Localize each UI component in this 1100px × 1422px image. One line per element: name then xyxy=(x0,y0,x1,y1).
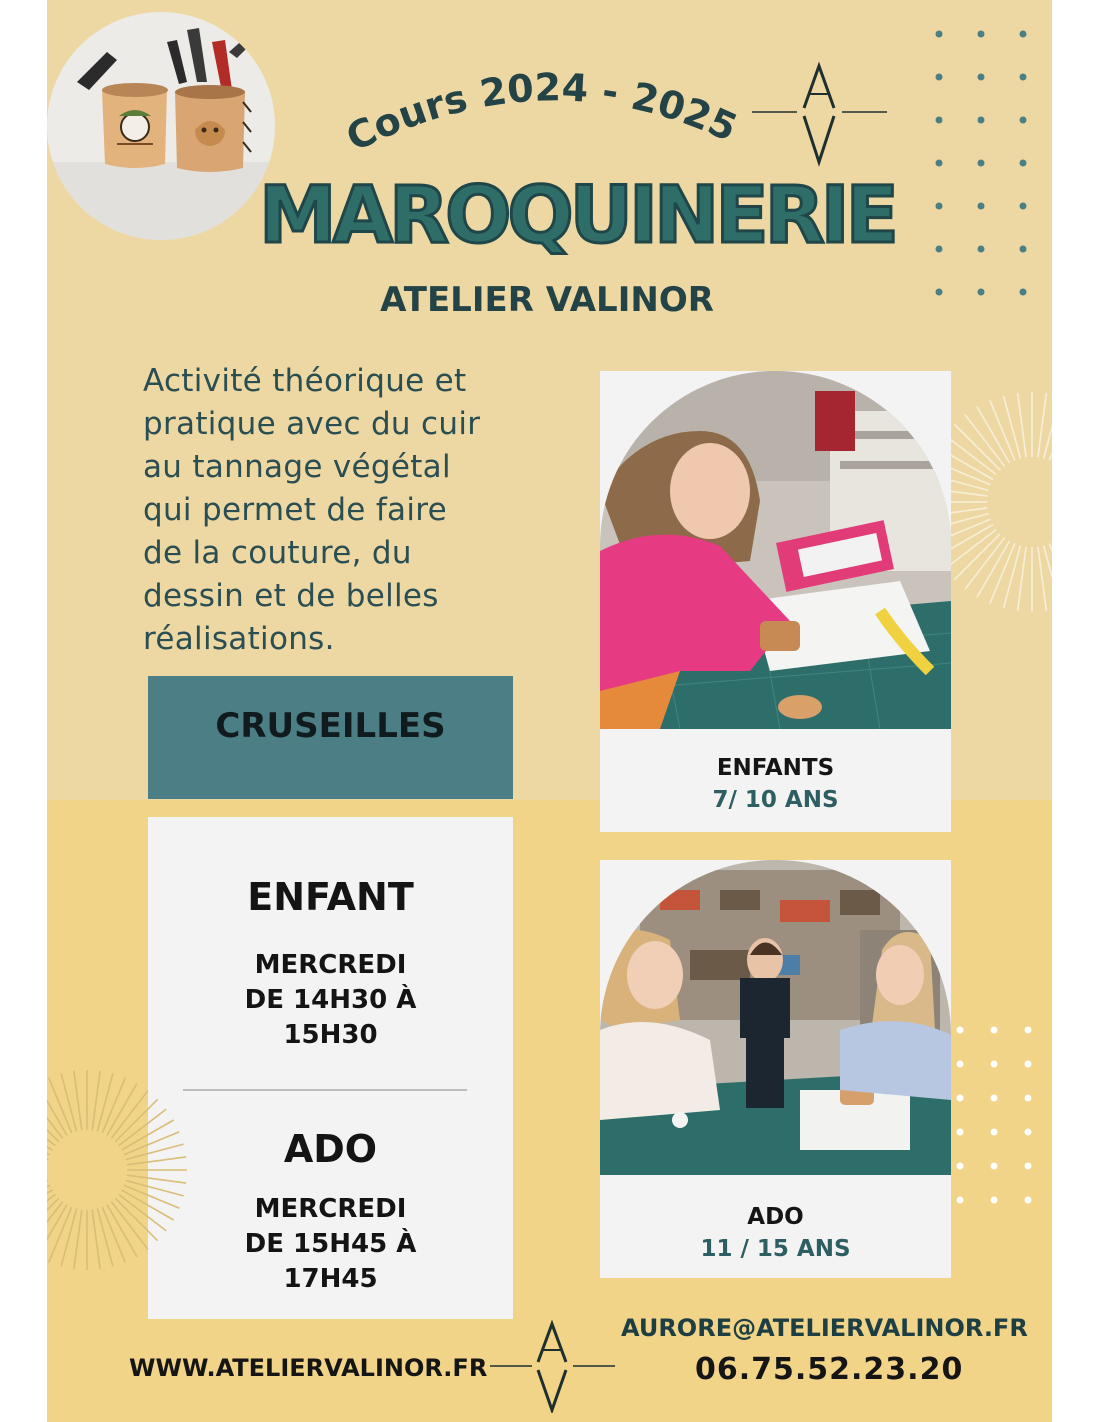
poster xyxy=(47,0,1052,1422)
group-ages-enfants: 7/ 10 ANS xyxy=(712,787,839,813)
description-line: réalisations. xyxy=(143,621,335,657)
group-card-ado xyxy=(600,860,951,1278)
group-label-ado: ADO xyxy=(747,1204,804,1230)
schedule-divider xyxy=(183,1089,467,1091)
description-line: au tannage végétal xyxy=(143,449,451,485)
website-link[interactable]: WWW.ATELIERVALINOR.FR xyxy=(129,1354,488,1382)
monogram-logo-bottom xyxy=(490,1318,615,1413)
location-label: CRUSEILLES xyxy=(215,706,446,746)
teens-workshop-photo xyxy=(600,860,951,1175)
monogram-logo-top xyxy=(752,60,887,170)
description-line: dessin et de belles xyxy=(143,578,439,614)
description-line: qui permet de faire xyxy=(143,492,447,528)
dot-grid-decoration-white xyxy=(942,1018,1052,1248)
schedule-ado-day: MERCREDI xyxy=(254,1194,407,1224)
schedule-ado-time-end: 17H45 xyxy=(283,1264,378,1294)
year-heading xyxy=(337,60,777,170)
description-line: Activité théorique et xyxy=(143,363,467,399)
schedule-enfant-time-end: 15H30 xyxy=(283,1020,378,1050)
email-link[interactable]: AURORE@ATELIERVALINOR.FR xyxy=(621,1314,1028,1342)
group-card-enfants xyxy=(600,371,951,832)
children-workshop-photo xyxy=(600,371,951,729)
sunburst-decoration-left xyxy=(47,1040,217,1300)
workshop-name: ATELIER VALINOR xyxy=(380,280,714,320)
description-paragraph xyxy=(143,360,507,661)
main-title: MAROQUINERIE xyxy=(259,171,895,261)
schedule-ado-title: ADO xyxy=(283,1127,378,1171)
schedule-enfant-day: MERCREDI xyxy=(254,950,407,980)
schedule-enfant-time: DE 14H30 À xyxy=(244,985,417,1015)
schedule-ado-time: DE 15H45 À xyxy=(244,1229,417,1259)
svg-text:Cours 2024 - 2025: Cours 2024 - 2025 xyxy=(339,65,744,160)
dot-grid-decoration xyxy=(923,24,1043,304)
schedule-enfant-title: ENFANT xyxy=(247,875,414,919)
description-line: pratique avec du cuir xyxy=(143,406,481,442)
description-line: de la couture, du xyxy=(143,535,412,571)
group-ages-ado: 11 / 15 ANS xyxy=(700,1236,851,1262)
location-box xyxy=(148,676,513,799)
group-label-enfants: ENFANTS xyxy=(716,755,835,781)
phone-number[interactable]: 06.75.52.23.20 xyxy=(695,1352,964,1387)
